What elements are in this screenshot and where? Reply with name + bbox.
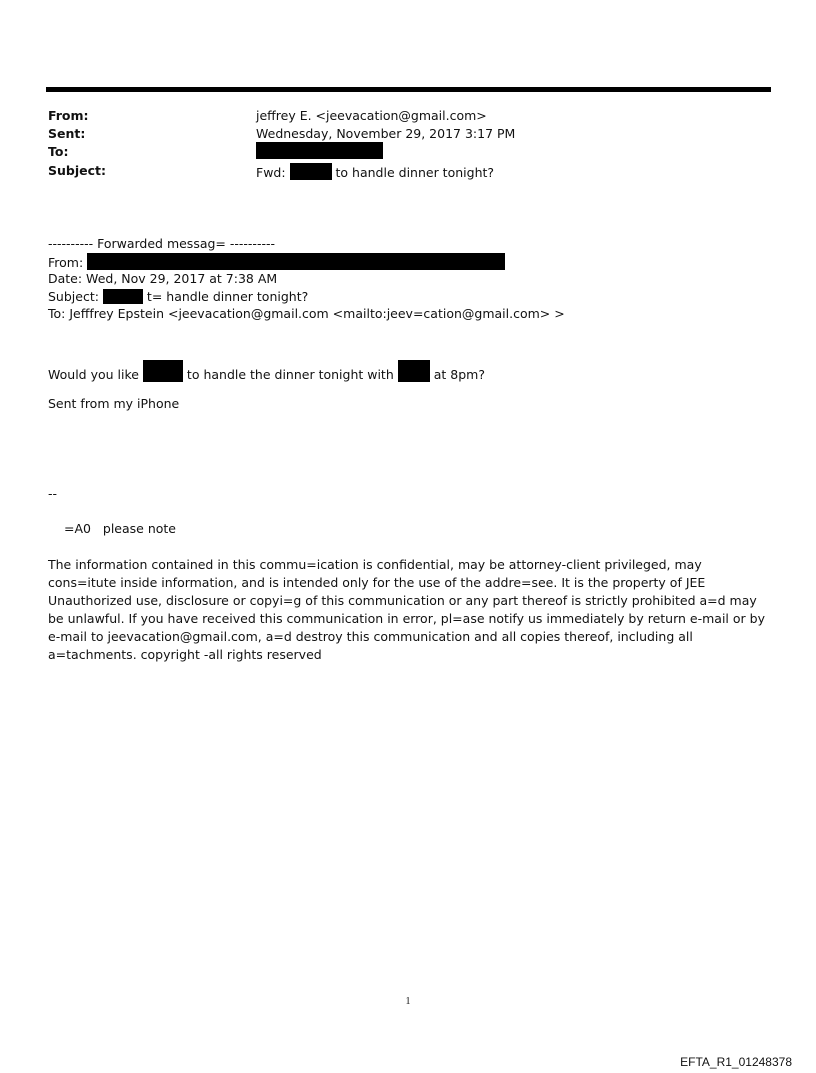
redaction-box bbox=[103, 289, 143, 304]
redaction-box bbox=[143, 360, 183, 382]
redaction-box bbox=[87, 253, 505, 270]
sent-label: Sent: bbox=[48, 126, 86, 141]
forwarded-from-label: From: bbox=[48, 255, 84, 270]
disclaimer-paragraph: The information contained in this commu=ication is confidential, may be attorney-client privileged, may cons=itute inside information, and is intended only for the use of the addre=see. It is the property of JEE Unauthorized use, disclosure or copyi=g of this communication or any part thereof is strictly prohibited a=d may be unlawful. If you have received this communication in error, pl=ase notify us immediately by return e-mail or by e-mail to jeevacation@gmail.com, a=d destroy this communication and all copies thereof, including all a=tachments. copyright -all rights reserved bbox=[48, 557, 765, 662]
forwarded-subject-line bbox=[48, 289, 308, 304]
redaction-box bbox=[290, 163, 332, 180]
forwarded-marker: ---------- Forwarded messag= ---------- bbox=[48, 236, 275, 251]
message-question bbox=[48, 360, 485, 382]
forwarded-subject-prefix: Subject: bbox=[48, 289, 99, 304]
forwarded-date-line: Date: Wed, Nov 29, 2017 at 7:38 AM bbox=[48, 271, 278, 286]
bates-number: EFTA_R1_01248378 bbox=[680, 1055, 792, 1069]
subject-suffix: to handle dinner tonight? bbox=[335, 165, 495, 180]
question-part1: Would you like bbox=[48, 367, 139, 382]
to-label: To: bbox=[48, 144, 69, 159]
to-value bbox=[256, 142, 383, 159]
question-part3: at 8pm? bbox=[433, 367, 485, 382]
sent-value: Wednesday, November 29, 2017 3:17 PM bbox=[256, 126, 516, 141]
subject-value bbox=[256, 163, 494, 180]
question-part2: to handle the dinner tonight with bbox=[186, 367, 394, 382]
please-note: =A0 please note bbox=[64, 521, 176, 536]
redaction-box bbox=[398, 360, 430, 382]
from-label: From: bbox=[48, 108, 89, 123]
subject-prefix: Fwd: bbox=[256, 165, 286, 180]
forwarded-from-line bbox=[48, 253, 505, 270]
top-rule bbox=[46, 87, 771, 92]
page-number: 1 bbox=[405, 996, 411, 1007]
from-value: jeffrey E. <jeevacation@gmail.com> bbox=[256, 108, 487, 123]
redaction-box bbox=[256, 142, 383, 159]
signature: Sent from my iPhone bbox=[48, 396, 180, 411]
forwarded-subject-suffix: t= handle dinner tonight? bbox=[146, 289, 309, 304]
forwarded-to-line: To: Jefffrey Epstein <jeevacation@gmail.com <mailto:jeev=cation@gmail.com> > bbox=[48, 306, 565, 321]
subject-label: Subject: bbox=[48, 163, 106, 178]
signature-dashes: -- bbox=[48, 486, 58, 501]
